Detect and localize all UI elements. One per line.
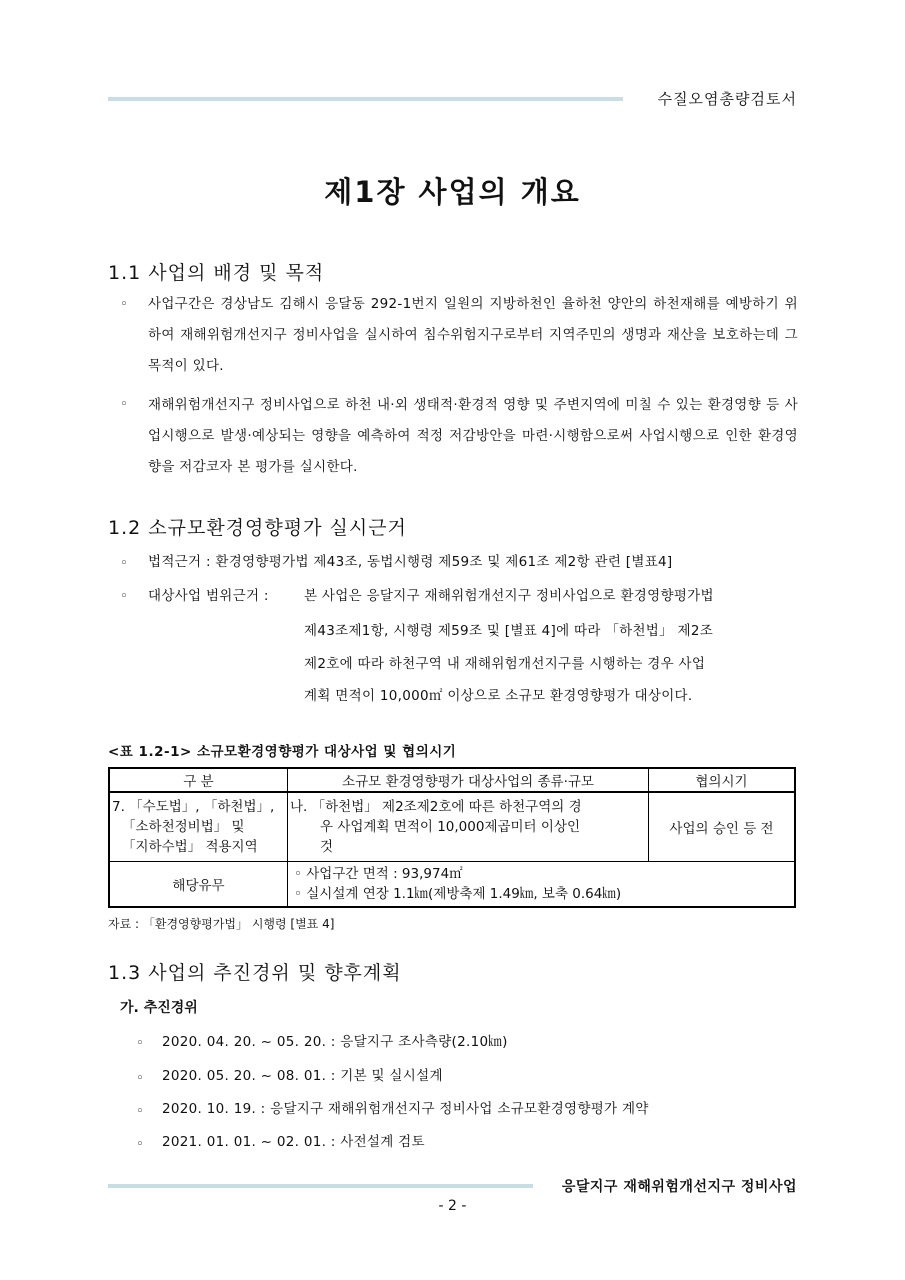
bullet: ◦ (120, 589, 128, 604)
table-cell-applicability: 해당유무 (109, 862, 288, 908)
table-row (109, 862, 795, 908)
footer-rule (108, 1184, 533, 1188)
assessment-table (108, 767, 796, 908)
header-rule (108, 97, 623, 101)
scope-basis-line-4: 계획 면적이 10,000㎡ 이상으로 소규모 환경영향평가 대상이다. (304, 688, 693, 704)
paragraph-purpose: 재해위험개선지구 정비사업으로 하천 내·외 생태적·환경적 영향 및 주변지역에 미칠 수 있는 환경영향 등 사업시행으로 발생·예상되는 영향을 예측하여 적정 저감방안을 마련·시행함으로써 사업시행으로 인한 환경영향을 저감코자 본 평가를 실시한다. (148, 397, 798, 475)
table-header-category: 구 분 (109, 768, 288, 792)
table-cell-applicability-detail: ◦ 사업구간 면적 : 93,974㎡ ◦ 실시설계 연장 1.1㎞(제방축제 1.49㎞, 보축 0.64㎞) (288, 862, 796, 908)
bullet: ◦ (136, 1137, 144, 1152)
scope-basis-line-3: 제2호에 따라 하천구역 내 재해위험개선지구를 시행하는 경우 사업 (304, 656, 706, 672)
timeline-item: 2021. 01. 01. ~ 02. 01. : 사전설계 검토 (162, 1134, 425, 1150)
scope-basis-label: 대상사업 범위근거 : (148, 588, 269, 604)
bullet: ◦ (136, 1104, 144, 1119)
table-header-row (109, 768, 795, 792)
table-caption: <표 1.2-1> 소규모환경영향평가 대상사업 및 협의시기 (108, 744, 457, 760)
document-header-title: 수질오염총량검토서 (657, 90, 797, 108)
legal-basis-text: 법적근거 : 환경영향평가법 제43조, 동법시행령 제59조 및 제61조 제2항 관련 [별표4] (148, 554, 673, 570)
table-header-timing: 협의시기 (649, 768, 796, 792)
bullet: ◦ (136, 1071, 144, 1086)
page-number: - 2 - (438, 1198, 467, 1214)
section-heading-1-2: 1.2 소규모환경영향평가 실시근거 (108, 517, 407, 539)
section-heading-1-1: 1.1 사업의 배경 및 목적 (108, 262, 325, 284)
bullet: ◦ (120, 297, 128, 312)
timeline-item: 2020. 04. 20. ~ 05. 20. : 응달지구 조사측량(2.10㎞) (162, 1034, 508, 1050)
bullet: ◦ (120, 556, 128, 571)
table-cell-timing: 사업의 승인 등 전 (649, 792, 796, 862)
table-header-type-scale: 소규모 환경영향평가 대상사업의 종류·규모 (288, 768, 649, 792)
table-row (109, 792, 795, 862)
table-cell-type-scale: 나. 「하천법」 제2조제2호에 따른 하천구역의 경 우 사업계획 면적이 10,000제곱미터 이상인 것 (288, 792, 649, 862)
table-source: 자료 : 「환경영향평가법」 시행령 [별표 4] (108, 917, 335, 931)
bullet: ◦ (120, 397, 128, 412)
section-heading-1-3: 1.3 사업의 추진경위 및 향후계획 (108, 962, 402, 984)
paragraph-background: 사업구간은 경상남도 김해시 응달동 292-1번지 일원의 지방하천인 율하천 양안의 하천재해를 예방하기 위하여 재해위험개선지구 정비사업을 실시하여 침수위험지구로부터 지역주민의 생명과 재산을 보호하는데 그 목적이 있다. (148, 296, 798, 374)
timeline-item: 2020. 05. 20. ~ 08. 01. : 기본 및 실시설계 (162, 1068, 443, 1084)
table-cell-category: 7. 「수도법」, 「하천법」, 「소하천정비법」 및 「지하수법」 적용지역 (109, 792, 288, 862)
bullet: ◦ (136, 1036, 144, 1051)
scope-basis-line-1: 본 사업은 응달지구 재해위험개선지구 정비사업으로 환경영향평가법 (304, 588, 714, 604)
chapter-title: 제1장 사업의 개요 (324, 175, 581, 209)
timeline-item: 2020. 10. 19. : 응달지구 재해위험개선지구 정비사업 소규모환경영향평가 계약 (162, 1101, 649, 1117)
footer-project-title: 응달지구 재해위험개선지구 정비사업 (561, 1179, 797, 1195)
subsection-heading: 가. 추진경위 (120, 1000, 198, 1016)
scope-basis-line-2: 제43조제1항, 시행령 제59조 및 [별표 4]에 따라 「하천법」 제2조 (304, 623, 714, 639)
